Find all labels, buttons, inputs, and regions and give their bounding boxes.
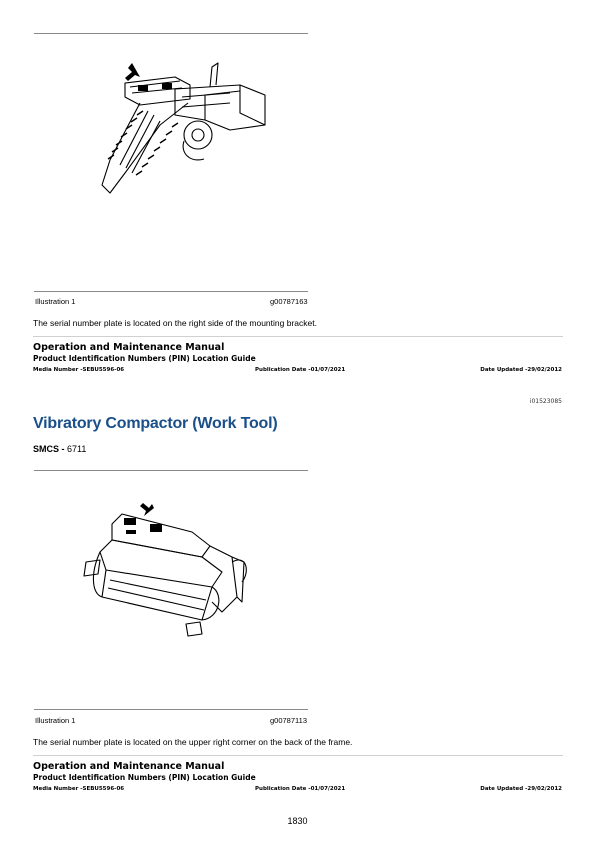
media-number: Media Number -SEBU5596-06 [33,367,125,373]
illustration-bottom-rule [34,709,308,710]
trencher-illustration [80,55,280,215]
illustration-label: Illustration 1 [35,716,76,725]
illustration-description: The serial number plate is located on the upper right corner on the back of the frame. [33,737,353,747]
date-updated: Date Updated -29/02/2012 [480,367,562,373]
smcs-value: 6711 [67,444,87,454]
compactor-illustration [82,502,257,642]
footer-divider [33,755,563,756]
smcs-label: SMCS - [33,444,65,454]
illustration-label: Illustration 1 [35,297,76,306]
graphic-id: g00787113 [270,716,307,725]
publication-date: Publication Date -01/07/2021 [255,367,346,373]
manual-title: Operation and Maintenance Manual [33,342,225,353]
media-number: Media Number -SEBU5596-06 [33,786,125,792]
smcs-code [33,444,86,454]
manual-title: Operation and Maintenance Manual [33,761,225,772]
section-title: Vibratory Compactor (Work Tool) [33,415,278,432]
illustration-bottom-rule [34,291,308,292]
date-updated: Date Updated -29/02/2012 [480,786,562,792]
document-id: i01523085 [529,398,562,405]
page-number: 1830 [287,816,308,826]
illustration-top-rule [34,33,308,34]
illustration-top-rule [34,470,308,471]
graphic-id: g00787163 [270,297,308,306]
publication-date: Publication Date -01/07/2021 [255,786,346,792]
manual-subtitle: Product Identification Numbers (PIN) Location Guide [33,773,256,782]
illustration-description: The serial number plate is located on the right side of the mounting bracket. [33,318,317,328]
footer-divider [33,336,563,337]
manual-subtitle: Product Identification Numbers (PIN) Location Guide [33,354,256,363]
